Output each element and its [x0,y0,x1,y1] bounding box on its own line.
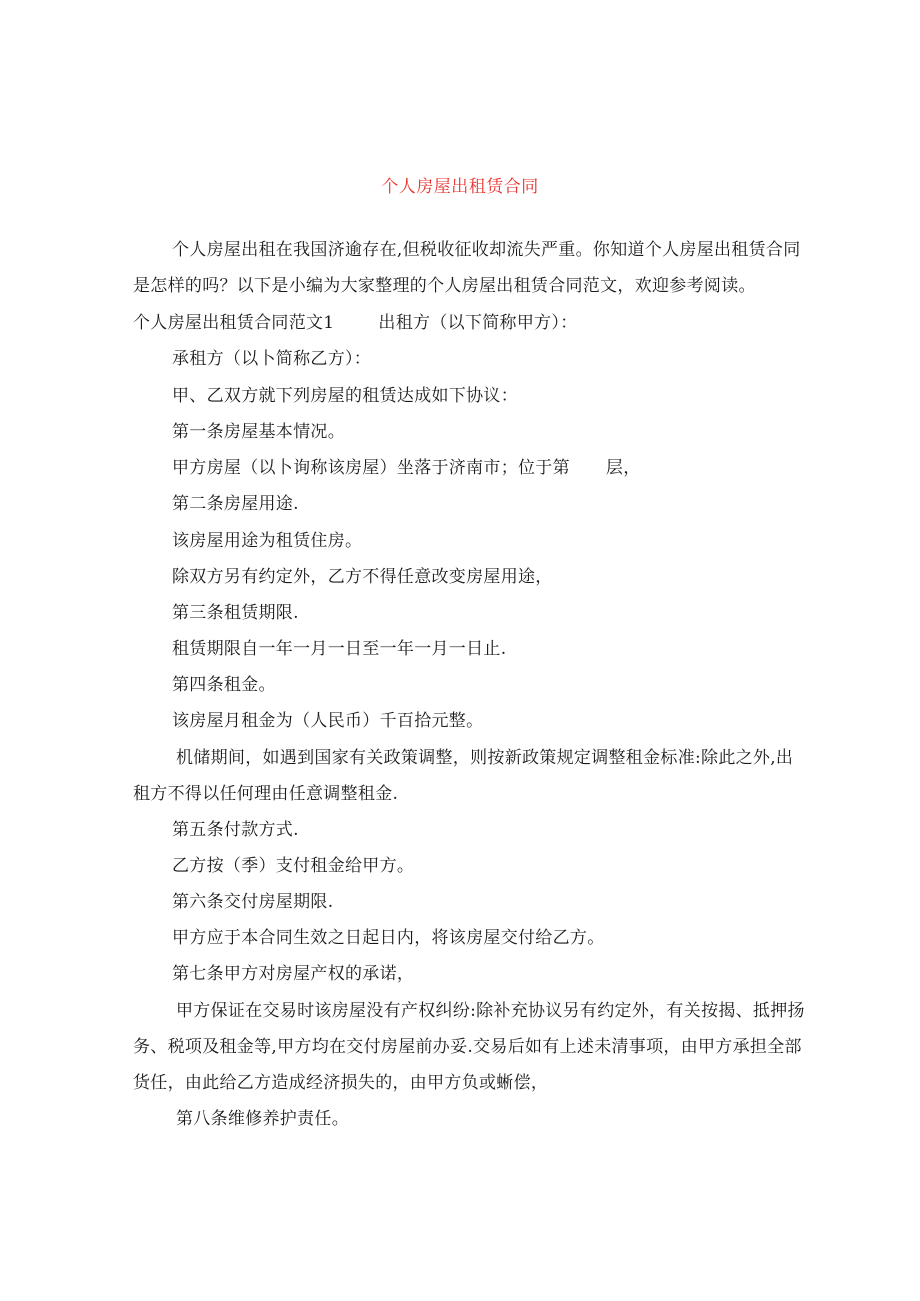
article-6-title: 第六条交付房屋期限. [172,892,334,912]
article-2-title: 第二条房屋用途. [172,494,299,514]
intro-line-1: 个人房屋出租在我国济逾存在,但税收征收却流失严重。你知道个人房屋出租赁合同 [172,240,801,260]
article-4-text-2-line-2: 租方不得以任何理由任意调整租金. [133,784,399,804]
sample-heading: 个人房屋出租赁合同范文1 [133,313,335,333]
article-4-text-2-line-1: 机储期间，如遇到国家有关政策调整，则按新政策规定调整租金标准:除此之外,出 [176,748,794,768]
article-1-text-b: 层， [605,458,641,478]
article-7-title: 第七条甲方对房屋产权的承诺， [172,964,415,984]
sample-heading-row [133,313,578,333]
article-5-title: 第五条付款方式. [172,820,299,840]
document-title: 个人房屋出租赁合同 [381,177,539,197]
lessee-line: 承租方（以卜简称乙方）： [172,349,372,369]
lessor-line: 出租方（以下简称甲方）： [378,313,578,333]
intro-line-2: 是怎样的吗？以下是小编为大家整理的个人房屋出租赁合同范文，欢迎参考阅读。 [133,276,756,296]
article-4-text-1: 该房屋月租金为（人民币）千百拾元整。 [172,711,484,731]
article-1-title: 第一条房屋基本情况。 [172,422,345,442]
article-2-text-1: 该房屋用途为租赁住房。 [172,531,363,551]
article-3-title: 第三条租赁期限. [172,603,299,623]
article-1-text-a: 甲方房屋（以卜询称该房屋）坐落于济南市；位于第 [172,458,570,478]
article-1-text [172,458,641,478]
article-3-text: 租赁期限自一年一月一日至一年一月一日止. [172,639,507,659]
article-6-text: 甲方应于本合同生效之日起日内，将该房屋交付给乙方。 [172,928,605,948]
article-7-text-line-2: 务、税项及租金等,甲方均在交付房屋前办妥.交易后如有上述未清事项，由甲方承担全部 [133,1037,802,1057]
article-4-title: 第四条租金。 [172,675,276,695]
article-2-text-2: 除双方另有约定外，乙方不得任意改变房屋用途， [172,567,553,587]
article-5-text: 乙方按（季）支付租金给甲方。 [172,856,415,876]
article-7-text-line-1: 甲方保证在交易时该房屋没有产权纠纷:除补充协议另有约定外，有关按揭、抵押扬 [176,1001,805,1021]
agreement-line: 甲、乙双方就下列房屋的租赁达成如下协议： [172,386,518,406]
article-7-text-line-3: 货任，由此给乙方造成经济损失的，由甲方负或蜥偿， [133,1073,549,1093]
article-8-title: 第八条维修养护责任。 [176,1109,349,1129]
